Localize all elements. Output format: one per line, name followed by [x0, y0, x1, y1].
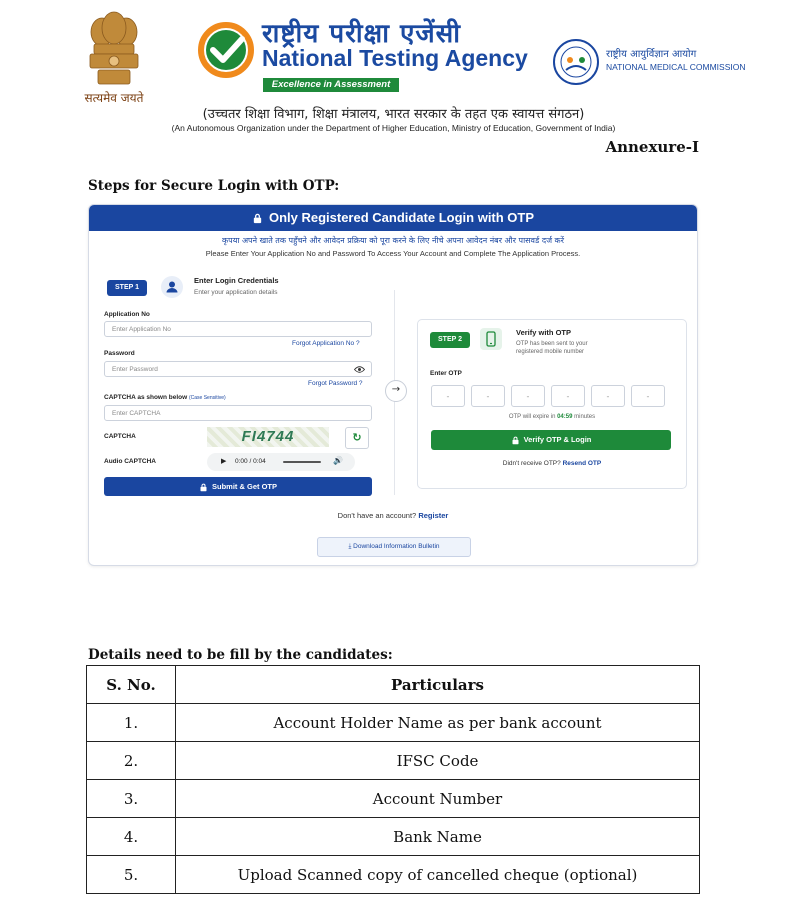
- submit-get-otp-button[interactable]: [104, 477, 372, 496]
- password-placeholder: Enter Password: [112, 366, 158, 373]
- step1-title: Enter Login Credentials: [194, 276, 279, 285]
- cell-sno: 2.: [87, 742, 176, 780]
- cell-particular: Account Holder Name as per bank account: [176, 704, 700, 742]
- steps-heading: Steps for Secure Login with OTP:: [88, 178, 340, 194]
- audio-progress-bar[interactable]: [283, 461, 321, 463]
- forgot-application-no-link[interactable]: Forgot Application No ?: [292, 340, 360, 347]
- otp-digit-input[interactable]: -: [431, 385, 465, 407]
- otp-expiry-suffix: minutes: [572, 414, 596, 420]
- submit-label: Submit & Get OTP: [211, 482, 277, 491]
- verify-label: Verify OTP & Login: [523, 435, 592, 444]
- cell-particular: Upload Scanned copy of cancelled cheque (optional): [176, 856, 700, 894]
- refresh-icon: ↻: [352, 431, 362, 444]
- agency-name-hindi: राष्ट्रीय परीक्षा एजेंसी: [262, 19, 461, 49]
- details-table: [86, 665, 700, 894]
- phone-icon: [480, 328, 502, 350]
- audio-captcha-player[interactable]: [207, 453, 355, 471]
- captcha-input[interactable]: Enter CAPTCHA: [104, 405, 372, 421]
- arrow-right-icon: →: [385, 380, 407, 402]
- instruction-english: Please Enter Your Application No and Password To Access Your Account and Complete The Application Process.: [205, 249, 581, 258]
- step2-badge: STEP 2: [430, 332, 470, 348]
- agency-tagline: Excellence in Assessment: [263, 78, 399, 92]
- download-icon: ⤓: [348, 543, 352, 550]
- cell-particular: Account Number: [176, 780, 700, 818]
- otp-digit-input[interactable]: -: [511, 385, 545, 407]
- table-row: [87, 780, 700, 818]
- captcha-image: FI4744: [207, 427, 329, 447]
- instruction-hindi: कृपया अपने खाते तक पहुँचने और आवेदन प्रक्रिया को पूरा करने के लिए नीचे अपना आवेदन नंबर और पासवर्ड दर्ज करें: [222, 236, 564, 245]
- resend-row: [418, 460, 686, 467]
- cell-sno: 4.: [87, 818, 176, 856]
- organization-description-english: (An Autonomous Organization under the Department of Higher Education, Ministry of Education, Government of India): [171, 123, 616, 133]
- step2-panel: [417, 319, 687, 489]
- login-card-header: [89, 205, 697, 231]
- cell-particular: Bank Name: [176, 818, 700, 856]
- register-row: [89, 511, 697, 520]
- play-icon[interactable]: ▶: [221, 458, 227, 465]
- audio-captcha-label: Audio CAPTCHA: [104, 458, 156, 465]
- forgot-password-link[interactable]: Forgot Password ?: [308, 380, 363, 387]
- captcha-input-label: CAPTCHA as shown below: [104, 394, 188, 401]
- header-particulars: Particulars: [176, 666, 700, 704]
- otp-expiry-text: [418, 414, 686, 420]
- otp-expiry-prefix: OTP will expire in: [508, 414, 558, 420]
- password-label: Password: [104, 350, 135, 357]
- nmc-name-english: NATIONAL MEDICAL COMMISSION: [606, 62, 746, 72]
- table-row: [87, 818, 700, 856]
- header-sno: S. No.: [87, 666, 176, 704]
- user-icon: [161, 276, 183, 298]
- table-row: [87, 856, 700, 894]
- eye-icon[interactable]: [354, 366, 365, 373]
- national-emblem-icon: [78, 8, 150, 88]
- cell-sno: 5.: [87, 856, 176, 894]
- table-row: [87, 742, 700, 780]
- step2-title: Verify with OTP: [516, 328, 572, 337]
- organization-description-hindi: (उच्चतर शिक्षा विभाग, शिक्षा मंत्रालय, भारत सरकार के तहत एक स्वायत्त संगठन): [202, 107, 585, 122]
- no-account-text: Don't have an account?: [337, 511, 417, 520]
- resend-otp-link[interactable]: Resend OTP: [562, 460, 602, 467]
- login-card-screenshot: [88, 204, 698, 566]
- resend-prompt: Didn't receive OTP?: [502, 460, 561, 467]
- nmc-name-hindi: राष्ट्रीय आयुर्विज्ञान आयोग: [606, 49, 697, 60]
- lock-icon: [511, 436, 520, 445]
- nta-logo-icon: [198, 22, 254, 78]
- step2-subtitle-line1: OTP has been sent to your: [516, 341, 588, 347]
- application-no-label: Application No: [104, 311, 150, 318]
- step1-subtitle: Enter your application details: [194, 289, 278, 296]
- annexure-label: Annexure-I: [605, 138, 699, 156]
- otp-digit-input[interactable]: -: [631, 385, 665, 407]
- step1-badge: STEP 1: [107, 280, 147, 296]
- application-no-input[interactable]: Enter Application No: [104, 321, 372, 337]
- details-heading: Details need to be fill by the candidates:: [88, 647, 393, 663]
- otp-digit-input[interactable]: -: [591, 385, 625, 407]
- login-card-title: Only Registered Candidate Login with OTP: [268, 210, 535, 225]
- lock-icon: [199, 483, 208, 492]
- otp-digit-input[interactable]: -: [471, 385, 505, 407]
- download-information-bulletin-button[interactable]: [317, 537, 471, 557]
- otp-label: Enter OTP: [430, 370, 462, 377]
- step2-subtitle-line2: registered mobile number: [516, 349, 585, 355]
- volume-icon[interactable]: 🔊: [333, 456, 343, 465]
- otp-expiry-time: 04:59: [557, 414, 573, 420]
- verify-otp-login-button[interactable]: [431, 430, 671, 450]
- case-sensitive-note: (Case Sensitive): [189, 395, 226, 401]
- password-input[interactable]: [104, 361, 372, 377]
- refresh-captcha-button[interactable]: [345, 427, 369, 449]
- agency-name-english: National Testing Agency: [262, 45, 528, 71]
- audio-time: 0:00 / 0:04: [235, 458, 266, 465]
- otp-digit-input[interactable]: -: [551, 385, 585, 407]
- cell-particular: IFSC Code: [176, 742, 700, 780]
- lock-icon: [252, 213, 263, 224]
- captcha-row-label: CAPTCHA: [104, 433, 136, 440]
- emblem-motto: सत्यमेव जयते: [84, 91, 144, 105]
- download-label: Download Information Bulletin: [353, 543, 440, 550]
- table-header-row: [87, 666, 700, 704]
- cell-sno: 1.: [87, 704, 176, 742]
- register-link[interactable]: Register: [418, 511, 449, 520]
- cell-sno: 3.: [87, 780, 176, 818]
- nmc-seal-icon: [552, 38, 600, 86]
- table-row: [87, 704, 700, 742]
